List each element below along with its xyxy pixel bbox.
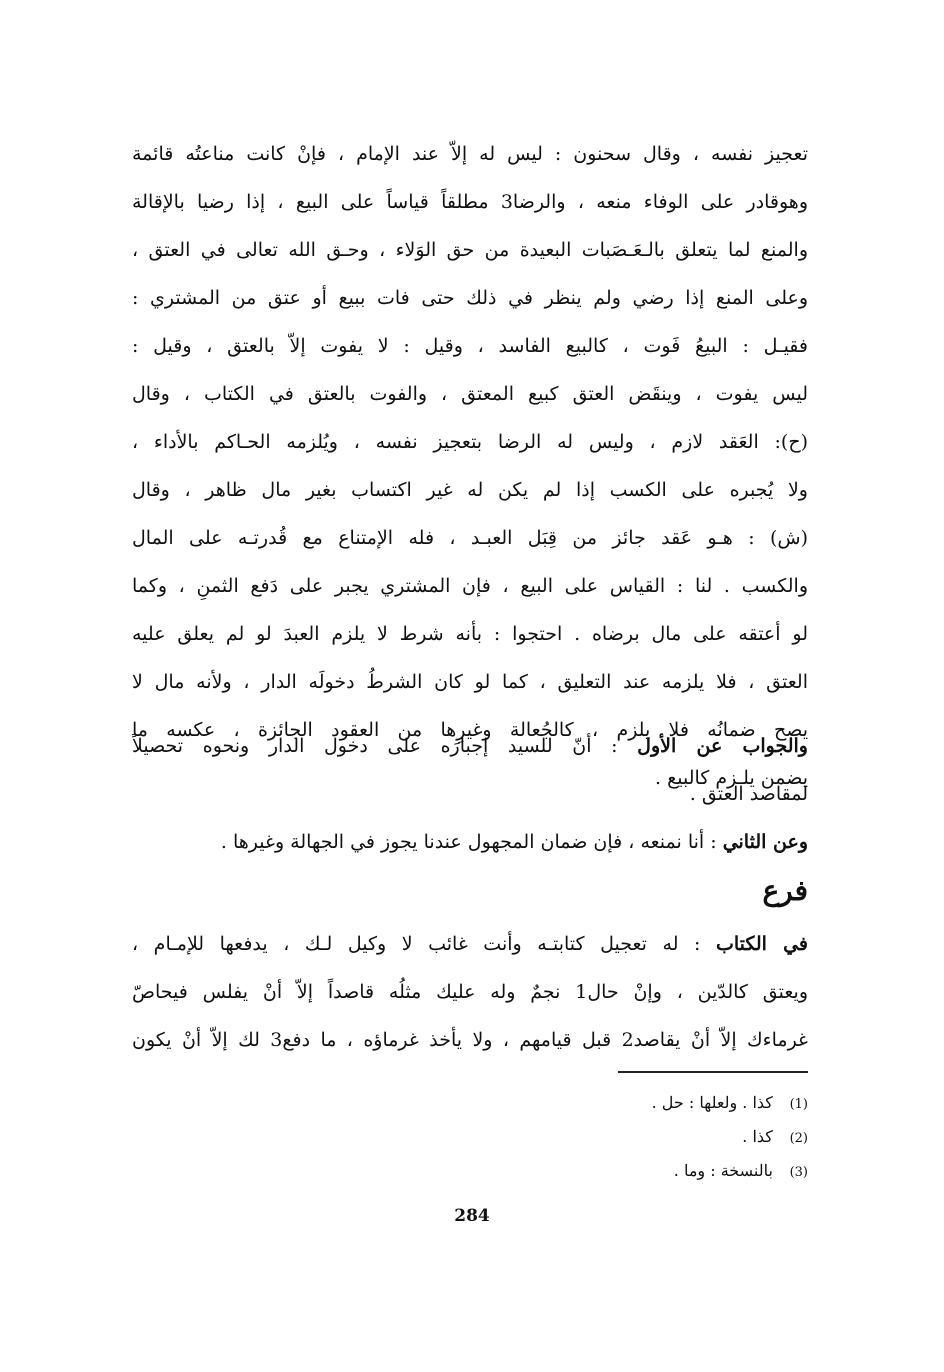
text-line: يصح ضمانُه فلا يلزم ، كالجُعالة وغيرِها من العقود الجائزة ، عكسه ما	[132, 719, 808, 741]
footnote-1	[500, 1086, 808, 1120]
footnote-text: بالنسخة : وما .	[673, 1161, 773, 1180]
footnote-2	[500, 1120, 808, 1154]
answer-second-lead: وعن الثاني	[722, 831, 808, 853]
text-line: ولا يُجبره على الكسب إذا لم يكن له غير اكتساب بغير مال ظاهر ، وقال	[132, 479, 808, 501]
text-line: فقيـل : البيعُ فَوت ، كالبيع الفاسد ، وقيل : لا يفوت إلاّ بالعتق ، وقيل :	[132, 335, 808, 357]
text-line: ويعتق كالدّين ، وإنْ حال1 نجمٌ وله عليك مثلُه قاصداً إلاّ أنْ يفلس فيحاصّ	[132, 981, 808, 1003]
footnotes	[500, 1086, 808, 1188]
text-line	[132, 920, 808, 968]
text-span: : له تعجيل كتابتـه وأنت غائب لا وكيل لـك ، يدفعها للإمـام ،	[132, 933, 716, 955]
in-the-book-lead: في الكتاب	[715, 933, 808, 955]
text-line: يضمن يلـزم كالبيع .	[655, 767, 808, 789]
paragraph-1	[132, 130, 808, 802]
page-number: 284	[454, 1206, 490, 1226]
text-line: لو أعتقه على مال برضاه . احتجوا : بأنه شرط لا يلزم العبدَ لو لم يعلق عليه	[132, 623, 808, 645]
paragraph-3	[132, 818, 808, 866]
section-heading: فرع	[762, 874, 808, 907]
footnote-text: كذا .	[742, 1127, 773, 1146]
text-line: وهوقادر على الوفاء منعه ، والرضا3 مطلقاً قياساً على البيع ، إذا رضيا بالإقالة	[132, 191, 808, 213]
footnote-number: (2)	[789, 1131, 808, 1146]
text-line	[132, 722, 808, 770]
paragraph-4	[132, 920, 808, 1064]
footnote-divider	[618, 1071, 808, 1073]
text-line: لمقاصد العتق .	[689, 783, 808, 805]
text-span: : أنا نمنعه ، فإن ضمان المجهول عندنا يجوز في الجهالة وغيرها .	[220, 831, 723, 853]
footnote-number: (1)	[789, 1097, 808, 1112]
text-line: العتق ، فلا يلزمه عند التعليق ، كما لو كان الشرطُ دخولَه الدار ، ولأنه مال لا	[132, 671, 808, 693]
text-line: تعجيز نفسه ، وقال سحنون : ليس له إلاّ عند الإمام ، فإنْ كانت مناعتُه قائمة	[132, 143, 808, 165]
text-line: (ش) : هـو عَقد جائز من قِبَل العبـد ، فله الإمتناع مع قُدرتـه على المال	[132, 527, 808, 549]
paragraph-2	[132, 722, 808, 818]
footnote-text: كذا . ولعلها : حل .	[651, 1093, 773, 1112]
footnote-number: (3)	[789, 1165, 808, 1180]
text-line: غرماءك إلاّ أنْ يقاصد2 قبل قيامهم ، ولا يأخذ غرماؤه ، ما دفع3 لك إلاّ أنْ يكون	[132, 1029, 808, 1051]
text-line: والكسب . لنا : القياس على البيع ، فإن المشتري يجبر على دَفع الثمنِ ، وكما	[132, 575, 808, 597]
footnote-3	[500, 1154, 808, 1188]
text-line: والمنع لما يتعلق بالـعَـصَبات البعيدة من حق الوَلاء ، وحـق الله تعالى في العتق ،	[132, 239, 808, 261]
text-line	[132, 818, 808, 866]
text-span: : أنّ للسيد إجبارَه على دخول الدار ونحوه تحصيلاً	[132, 735, 638, 757]
text-line: وعلى المنع إذا رضي ولم ينظر في ذلك حتى فات ببيع أو عتق من المشتري :	[132, 287, 808, 309]
text-line: (ح): العَقد لازم ، وليس له الرضا بتعجيز نفسه ، ويُلزمه الحـاكم بالأداء ،	[132, 431, 808, 453]
text-line: ليس يفوت ، وينقَض العتق كبيع المعتق ، والفوت بالعتق في الكتاب ، وقال	[132, 383, 808, 405]
answer-first-lead: والجواب عن الأول	[637, 735, 808, 757]
